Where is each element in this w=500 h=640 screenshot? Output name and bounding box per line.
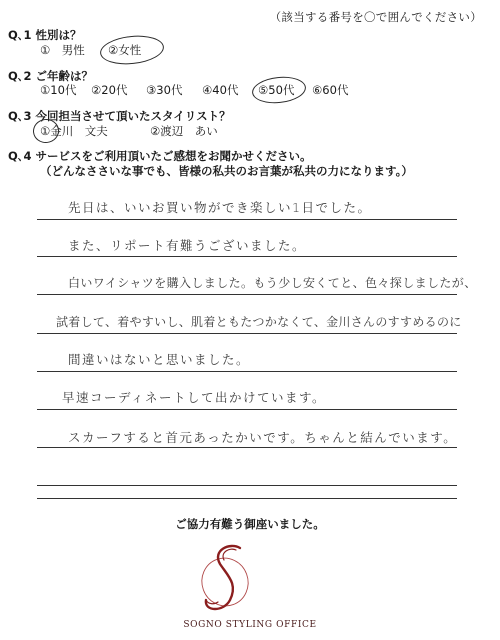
gender-option-male[interactable]: ① 男性 [40,43,85,57]
age-option-60s[interactable]: ⑥60代 [312,83,349,97]
ruled-line-5 [37,371,457,372]
instruction-note: （該当する番号を〇で囲んでください） [269,10,482,24]
ruled-line-1 [37,219,457,220]
ruled-line-9 [37,498,457,499]
question-age: Q､2 ご年齢は？ [8,69,94,83]
comment-line-1: 先日は、いいお買い物ができ楽しい1日でした。 [68,200,372,215]
question-feedback: Q､4 サービスをご利用頂いたご感想をお聞かせください。 [8,149,312,163]
age-selected-circle [251,74,307,106]
ruled-line-3 [37,294,457,295]
sogno-logo-icon [190,538,260,618]
comment-line-3: 白いワイシャツを購入しました。もう少し安くてと、色々探しましたが、 [68,276,477,290]
age-option-10s[interactable]: ①10代 [40,83,77,97]
comment-line-4: 試着して、着やすいし、肌着ともたつかなくて、金川さんのすすめるのに [56,315,462,329]
question-stylist: Q､3 今回担当させて頂いたスタイリスト？ [8,109,231,123]
stylist-option-watanabe[interactable]: ②渡辺 あい [150,124,218,138]
question-gender: Q､1 性別は？ [8,28,82,42]
ruled-line-7 [37,447,457,448]
ruled-line-4 [37,333,457,334]
stylist-option-kanagawa[interactable]: ①金川 文夫 [40,124,108,138]
ruled-line-8 [37,485,457,486]
gender-selected-circle [99,33,166,68]
comment-line-2: また、リポート有難うございました。 [68,238,307,253]
closing-message: ご協力有難う御座いました。 [175,517,325,531]
feedback-note: （どんなささいな事でも、皆様の私共のお言葉が私共の力になります。） [40,164,413,178]
age-option-20s[interactable]: ②20代 [91,83,128,97]
age-option-50s[interactable]: ⑤50代 [258,83,295,97]
comment-line-7: スカーフすると首元あったかいです。ちゃんと結んでいます。 [68,430,458,445]
age-option-40s[interactable]: ④40代 [202,83,239,97]
ruled-line-2 [37,256,457,257]
brand-name: SOGNO STYLING OFFICE [183,620,317,630]
ruled-line-6 [37,409,457,410]
age-option-30s[interactable]: ③30代 [146,83,183,97]
comment-line-5: 間違いはないと思いました。 [68,352,251,367]
comment-line-6: 早速コーディネートして出かけています。 [62,390,327,405]
gender-option-female[interactable]: ②女性 [108,43,142,57]
